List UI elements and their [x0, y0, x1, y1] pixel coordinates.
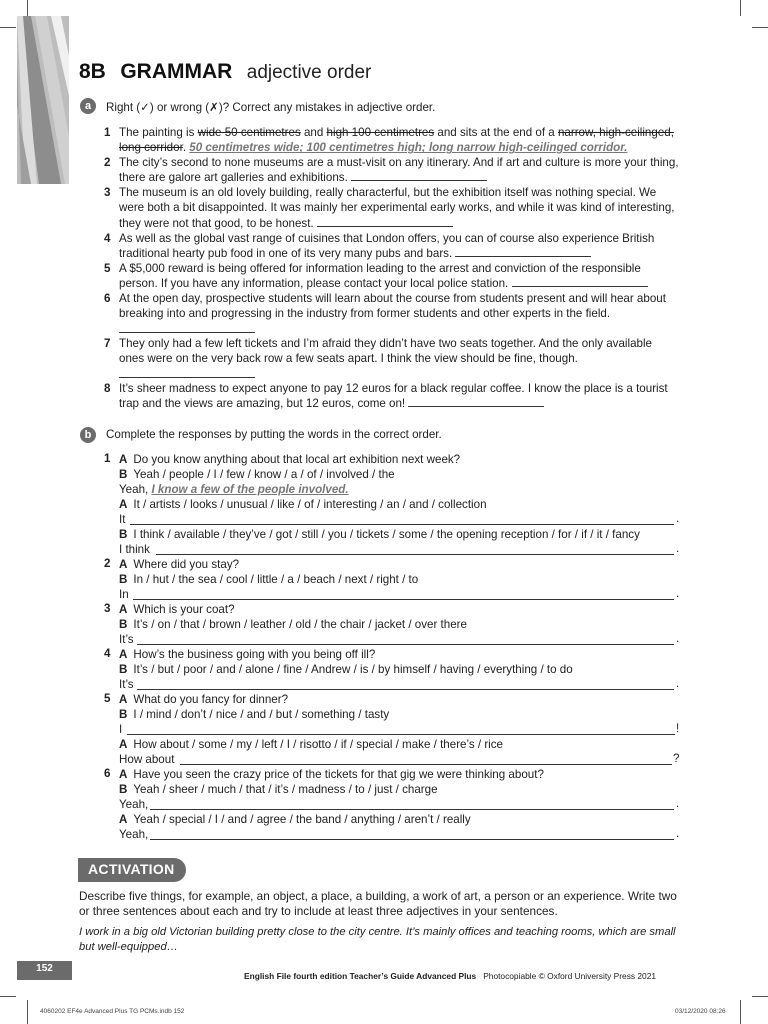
item-text: It’s sheer madness to expect anyone to pay 12 euros for a black regular coffee. I know the place is a tourist trap and the views are amazing, but 12 euros, come on! [119, 382, 668, 411]
exercise-item [104, 185, 680, 231]
line-text: It’s / but / poor / and / alone / fine / Andrew / is / by himself / having / everything / to do [133, 663, 573, 676]
item-number: 8 [104, 382, 111, 395]
speaker-line [119, 647, 375, 662]
line-text: Do you know anything about that local art exhibition next week? [133, 453, 461, 466]
response-start: Yeah, [119, 798, 149, 811]
answer-line[interactable] [133, 599, 674, 600]
speaker-label: A [119, 498, 128, 511]
line-text: Yeah / special / I / and / agree / the band / anything / aren’t / really [133, 813, 471, 826]
activation-example: I work in a big old Victorian building pretty close to the city centre. It’s mainly offices and teaching rooms, which are small but well-equipped… [79, 926, 676, 953]
speaker-line [119, 452, 460, 467]
end-punctuation: . [676, 632, 680, 645]
answer-line[interactable] [137, 644, 674, 645]
dialogue-number: 6 [104, 767, 111, 780]
crop-mark [27, 1000, 28, 1024]
speaker-label: B [119, 528, 128, 541]
speaker-label: B [119, 618, 128, 631]
speaker-label: A [119, 813, 128, 826]
response-start: In [119, 588, 129, 601]
speaker-line [119, 617, 467, 632]
speaker-line [119, 782, 438, 797]
book-title: English File fourth edition Teacher’s Guide Advanced Plus [244, 971, 477, 981]
print-slug-file: 4060202 EF4e Advanced Plus TG PCMs.indb 152 [40, 1008, 185, 1015]
speaker-line [119, 707, 389, 722]
speaker-label: B [119, 573, 128, 586]
speaker-line [119, 557, 239, 572]
speaker-label: B [119, 663, 128, 676]
dialogue-number: 4 [104, 647, 111, 660]
item-text: and sits at the end of a [434, 126, 558, 139]
end-punctuation: . [676, 677, 680, 690]
speaker-line [119, 572, 418, 587]
item-number: 7 [104, 337, 111, 350]
item-text: They only had a few left tickets and I’m afraid they didn’t have two seats together. And the only available ones were on the very back row a few seats apart. I think the view should be fine, though. [119, 337, 652, 366]
speaker-line [119, 692, 288, 707]
item-text: The museum is an old lovely building, really characterful, but the exhibition itself was nothing special. We were both a bit disappointed. It was mainly her experimental early works, and while it was kind of interesting, they were not that good, to be honest. [119, 186, 675, 230]
item-number: 6 [104, 292, 111, 305]
end-punctuation: . [676, 512, 680, 525]
item-text: The city’s second to none museums are a must-visit on any itinerary. And if art and culture is more your thing, there are galore art galleries and exhibitions. [119, 156, 679, 185]
line-text: Where did you stay? [133, 558, 240, 571]
end-punctuation: . [676, 797, 680, 810]
item-number: 2 [104, 156, 111, 169]
speaker-line [119, 467, 395, 482]
speaker-line [119, 662, 573, 677]
end-punctuation: ? [673, 752, 680, 765]
line-text: Have you seen the crazy price of the tickets for that gig we were thinking about? [133, 768, 544, 781]
answer-line[interactable] [130, 524, 674, 525]
end-punctuation: . [676, 827, 680, 840]
answer-blank[interactable] [455, 246, 591, 257]
answer-line[interactable] [137, 689, 674, 690]
exercise-item [104, 231, 680, 262]
part-a-badge: a [80, 98, 96, 114]
activation-label: ACTIVATION [88, 861, 175, 877]
answer-blank[interactable] [119, 367, 255, 378]
exercise-item [104, 381, 680, 412]
struck-text: narrow, high-ceilinged, long corridor [119, 126, 674, 155]
item-number: 3 [104, 186, 111, 199]
response-start: Yeah, [119, 483, 152, 496]
answer-blank[interactable] [512, 276, 648, 287]
unit-code: 8B [79, 60, 106, 83]
exercise-item [104, 291, 680, 337]
line-text: In / hut / the sea / cool / little / a / beach / next / right / to [133, 573, 419, 586]
topic-name: adjective order [246, 62, 372, 83]
speaker-label: A [119, 693, 128, 706]
end-punctuation: . [676, 587, 680, 600]
speaker-line [119, 497, 487, 512]
answer-blank[interactable] [119, 322, 255, 333]
decorative-rays-graphic [17, 16, 69, 184]
copyright-text: Photocopiable © Oxford University Press 2021 [483, 971, 657, 981]
item-number: 1 [104, 126, 111, 139]
answer-blank[interactable] [317, 216, 453, 227]
speaker-line [119, 812, 471, 827]
page-number: 152 [36, 963, 53, 974]
item-number: 5 [104, 262, 111, 275]
part-b-badge: b [80, 427, 96, 443]
speaker-line [119, 767, 544, 782]
response-start: I think [119, 543, 150, 556]
exercise-item [104, 336, 680, 382]
model-answer: 50 centimetres wide; 100 centimetres high; long narrow high-ceilinged corridor. [189, 141, 628, 155]
line-text: What do you fancy for dinner? [133, 693, 289, 706]
exercise-item [104, 125, 680, 156]
dialogue-number: 1 [104, 452, 111, 465]
answer-line[interactable] [180, 764, 672, 765]
speaker-line [119, 602, 235, 617]
speaker-line [119, 737, 503, 752]
answer-line[interactable] [127, 734, 675, 735]
item-text: and [300, 126, 327, 139]
dialogue-number: 5 [104, 692, 111, 705]
section-name: GRAMMAR [120, 60, 233, 83]
answer-line[interactable] [150, 839, 674, 840]
struck-text: high 100 centimetres [326, 126, 435, 139]
line-text: Which is your coat? [133, 603, 235, 616]
response-start: It’s [119, 633, 134, 646]
part-a-instruction: Right (✓) or wrong (✗)? Correct any mistakes in adjective order. [106, 101, 436, 114]
speaker-label: B [119, 708, 128, 721]
speaker-label: A [119, 768, 128, 781]
response-start: I [119, 723, 123, 736]
crop-mark [740, 1000, 741, 1024]
speaker-label: A [119, 558, 128, 571]
answer-blank[interactable] [351, 170, 487, 181]
line-text: It’s / on / that / brown / leather / old / the chair / jacket / over there [133, 618, 467, 631]
response-start: It’s [119, 678, 134, 691]
answer-line[interactable] [150, 809, 674, 810]
line-text: How about / some / my / left / I / risotto / if / special / make / there’s / rice [133, 738, 504, 751]
response-start: How about [119, 753, 175, 766]
speaker-label: B [119, 468, 128, 481]
item-text: The painting is [119, 126, 198, 139]
page-footer [244, 971, 656, 981]
item-text: At the open day, prospective students will learn about the course from students present and will hear about breaking into and progressing in the industry from former students and other experts in the field. [119, 292, 666, 321]
speaker-line [119, 527, 640, 542]
line-text: I / mind / don’t / nice / and / but / something / tasty [133, 708, 390, 721]
print-slug-date: 03/12/2020 08:26 [675, 1008, 726, 1015]
response-start: It [119, 513, 126, 526]
end-punctuation: ! [676, 722, 680, 735]
item-text: As well as the global vast range of cuisines that London offers, you can of course also experience British traditional hearty pub food in one of its very many pubs and bars. [119, 232, 655, 261]
answer-blank[interactable] [408, 396, 544, 407]
dialogue-number: 2 [104, 557, 111, 570]
exercise-item [104, 261, 680, 292]
activation-description: Describe five things, for example, an object, a place, a building, a work of art, a person or an experience. Write two or three sentences about each and try to include at least three adjectives in your sentences. [79, 889, 677, 918]
response-start: Yeah, [119, 828, 149, 841]
answer-line[interactable] [156, 554, 674, 555]
part-b-instruction: Complete the responses by putting the words in the correct order. [106, 428, 442, 441]
speaker-label: A [119, 453, 128, 466]
speaker-label: B [119, 783, 128, 796]
dialogue-number: 3 [104, 602, 111, 615]
item-text: . [182, 141, 190, 155]
page-title [79, 60, 371, 84]
line-text: Yeah / people / I / few / know / a / of / involved / the [133, 468, 395, 481]
end-punctuation: . [676, 542, 680, 555]
model-answer: I know a few of the people involved. [151, 483, 349, 496]
item-text: A $5,000 reward is being offered for information leading to the arrest and conviction of the responsible person. If you have any information, please contact your local police station. [119, 262, 641, 291]
struck-text: wide 50 centimetres [197, 126, 301, 139]
line-text: Yeah / sheer / much / that / it’s / madness / to / just / charge [133, 783, 438, 796]
speaker-label: A [119, 603, 128, 616]
item-number: 4 [104, 232, 111, 245]
speaker-label: A [119, 648, 128, 661]
exercise-item [104, 155, 680, 186]
line-text: I think / available / they’ve / got / still / you / tickets / some / the opening reception / for / if / it / fancy [133, 528, 640, 541]
response-line [119, 482, 349, 497]
speaker-label: A [119, 738, 128, 751]
line-text: How’s the business going with you being off ill? [133, 648, 376, 661]
line-text: It / artists / looks / unusual / like / of / interesting / an / and / collection [133, 498, 487, 511]
